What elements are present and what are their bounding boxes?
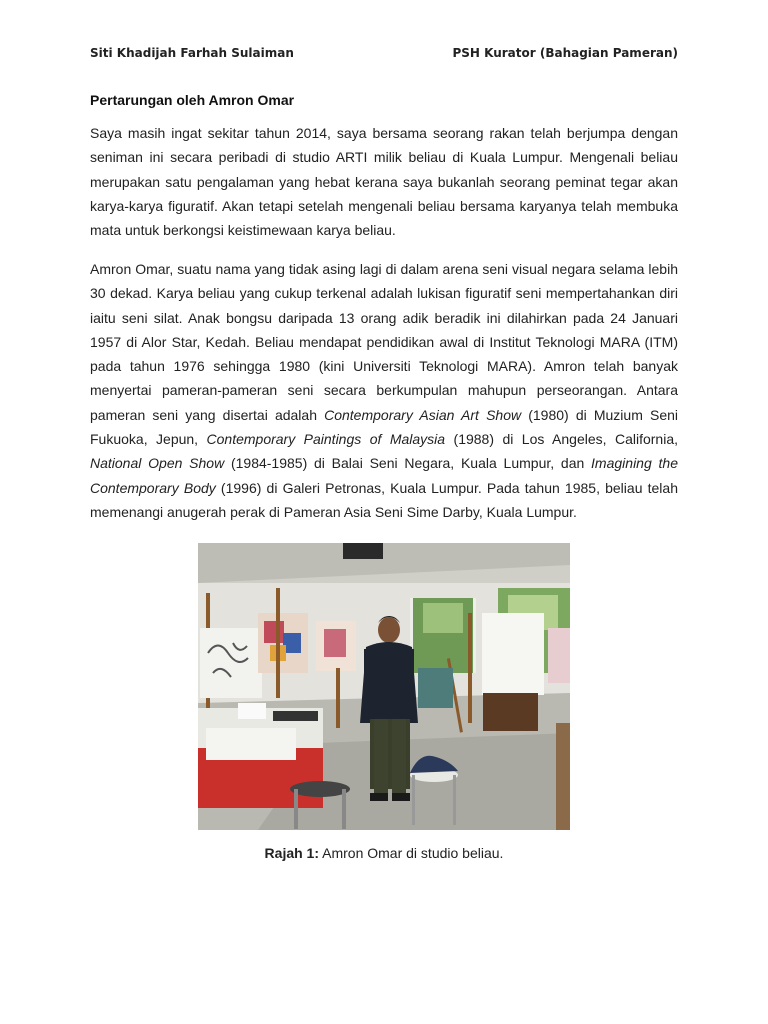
header-role: PSH Kurator (Bahagian Pameran) <box>452 46 678 60</box>
p2-exhibition-1: Contemporary Asian Art Show <box>324 406 522 423</box>
p2-text-3: (1988) di Los Angeles, California, <box>445 431 678 448</box>
page-header <box>90 46 678 60</box>
article-title: Pertarungan oleh Amron Omar <box>90 92 295 108</box>
studio-photo-illustration <box>198 543 570 830</box>
paragraph-2-text <box>90 257 678 524</box>
figure-label: Rajah 1: <box>264 845 320 861</box>
studio-photo <box>198 543 570 830</box>
p2-text-5: (1996) di Galeri Petronas, Kuala Lumpur. Pada tahun 1985, beliau telah memenangi anugerah perak di Pameran Asia Seni Sime Darby, Kuala Lumpur. <box>90 479 678 520</box>
figure-caption-text: Amron Omar di studio beliau. <box>319 845 504 861</box>
p2-text-1: Amron Omar, suatu nama yang tidak asing lagi di dalam arena seni visual negara selama lebih 30 dekad. Karya beliau yang cukup terkenal adalah lukisan figuratif seni mempertahankan diri iaitu seni silat. Anak bongsu daripada 13 orang adik beradik ini dilahirkan pada 24 Januari 1957 di Alor Star, Kedah. Beliau mendapat pendidikan awal di Institut Teknologi MARA (ITM) pada tahun 1976 sehingga 1980 (kini Universiti Teknologi MARA). Amron telah banyak menyertai pameran-pameran seni secara berkumpulan mahupun perseorangan. Antara pameran seni yang disertai adalah <box>90 261 678 423</box>
paragraph-2 <box>90 257 678 524</box>
paragraph-1-text: Saya masih ingat sekitar tahun 2014, saya bersama seorang rakan telah berjumpa dengan seniman ini secara peribadi di studio ARTI milik beliau di Kuala Lumpur. Mengenali beliau merupakan satu pengalaman yang hebat kerana saya bukanlah seorang peminat tegar akan karya-karya figuratif. Akan tetapi setelah mengenali beliau bersama karyanya telah membuka mata untuk berkongsi keistimewaan karya beliau. <box>90 125 678 239</box>
p2-text-4: (1984-1985) di Balai Seni Negara, Kuala Lumpur, dan <box>224 455 592 472</box>
p2-exhibition-4: Imagining the Contemporary Body <box>90 455 678 496</box>
p2-exhibition-3: National Open Show <box>90 455 225 472</box>
figure-caption <box>0 845 768 861</box>
header-author: Siti Khadijah Farhah Sulaiman <box>90 46 294 60</box>
p2-exhibition-2: Contemporary Paintings of Malaysia <box>206 431 446 448</box>
paragraph-1 <box>90 121 678 242</box>
p2-text-2: (1980) di Muzium Seni Fukuoka, Jepun, <box>90 406 678 448</box>
